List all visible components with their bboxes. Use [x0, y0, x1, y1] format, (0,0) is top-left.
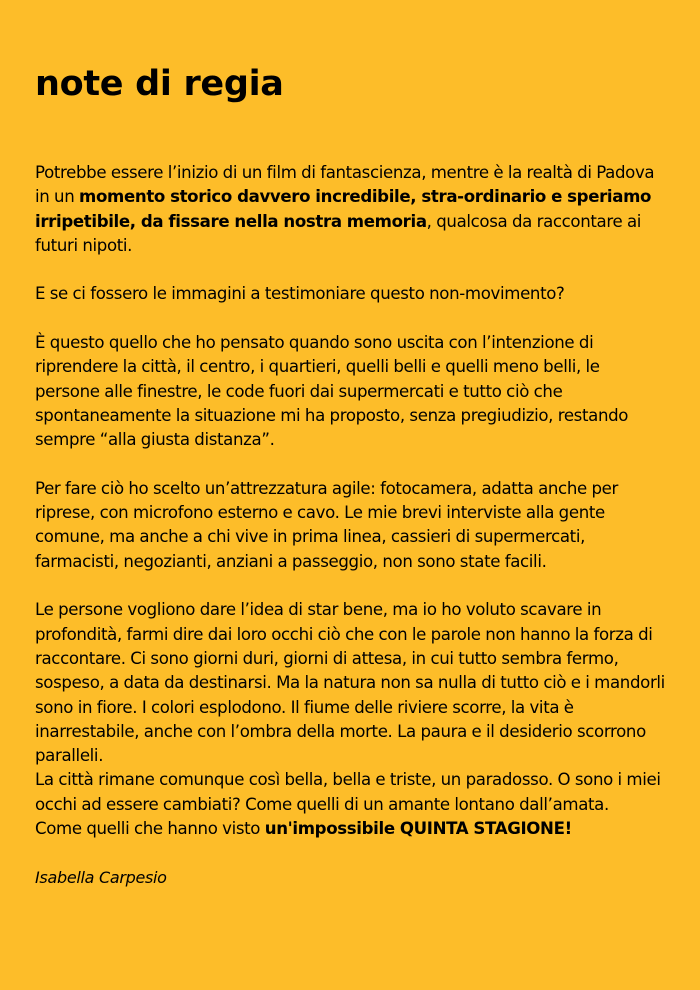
paragraph-intro-emphasis: momento storico davvero incredibile, stra-ordinario e speriamo irripetibile, da fissare nella nostra memoria [35, 187, 652, 231]
author-signature: Isabella Carpesio [35, 867, 167, 887]
document-body [35, 161, 666, 841]
paragraph-intro-end: , qualcosa da raccontare ai futuri nipoti. [35, 211, 642, 255]
paragraph-equipment: Per fare ciò ho scelto un’attrezzatura agile: fotocamera, adatta anche per riprese, con microfono esterno e cavo. Le mie brevi interviste alla gente comune, ma anche a chi vive in prima linea, cassieri di supermercati, farmacisti, negozianti, anziani a passeggio, non sono state facili. [35, 478, 618, 571]
paragraph-people: Le persone vogliono dare l’idea di star bene, ma io ho voluto scavare in profondità, farmi dire dai loro occhi ciò che con le parole non hanno la forza di raccontare. Ci sono giorni duri, giorni di attesa, in cui tutto sembra fermo, sospeso, a data da destinarsi. Ma la natura non sa nulla di tutto ciò e i mandorli sono in fiore. I colori esplodono. Il fiume delle riviere scorre, la vita è inarrestabile, anche con l’ombra della morte. La paura e il desiderio scorrono paralleli. [35, 600, 665, 766]
paragraph-intro-start: Potrebbe essere l’inizio di un film di fantascienza, mentre è la realtà di Padova in un [35, 163, 655, 207]
paragraph-closing-start: Come quelli che hanno visto [35, 819, 265, 839]
page-title: note di regia [35, 64, 284, 104]
paragraph-closing [35, 817, 666, 841]
paragraph-intro [35, 161, 666, 258]
paragraph-closing-emphasis: un'impossibile QUINTA STAGIONE! [264, 819, 572, 839]
paragraph-city: La città rimane comunque così bella, bella e triste, un paradosso. O sono i miei occhi ad essere cambiati? Come quelli di un amante lontano dall’amata. [35, 770, 661, 814]
paragraph-intention: È questo quello che ho pensato quando sono uscita con l’intenzione di riprendere la città, il centro, i quartieri, quelli belli e quelli meno belli, le persone alle finestre, le code fuori dai supermercati e tutto ciò che spontaneamente la situazione mi ha proposto, senza pregiudizio, restando sempre “alla giusta distanza”. [35, 333, 629, 450]
paragraph-question: E se ci fossero le immagini a testimoniare questo non-movimento? [35, 284, 565, 304]
